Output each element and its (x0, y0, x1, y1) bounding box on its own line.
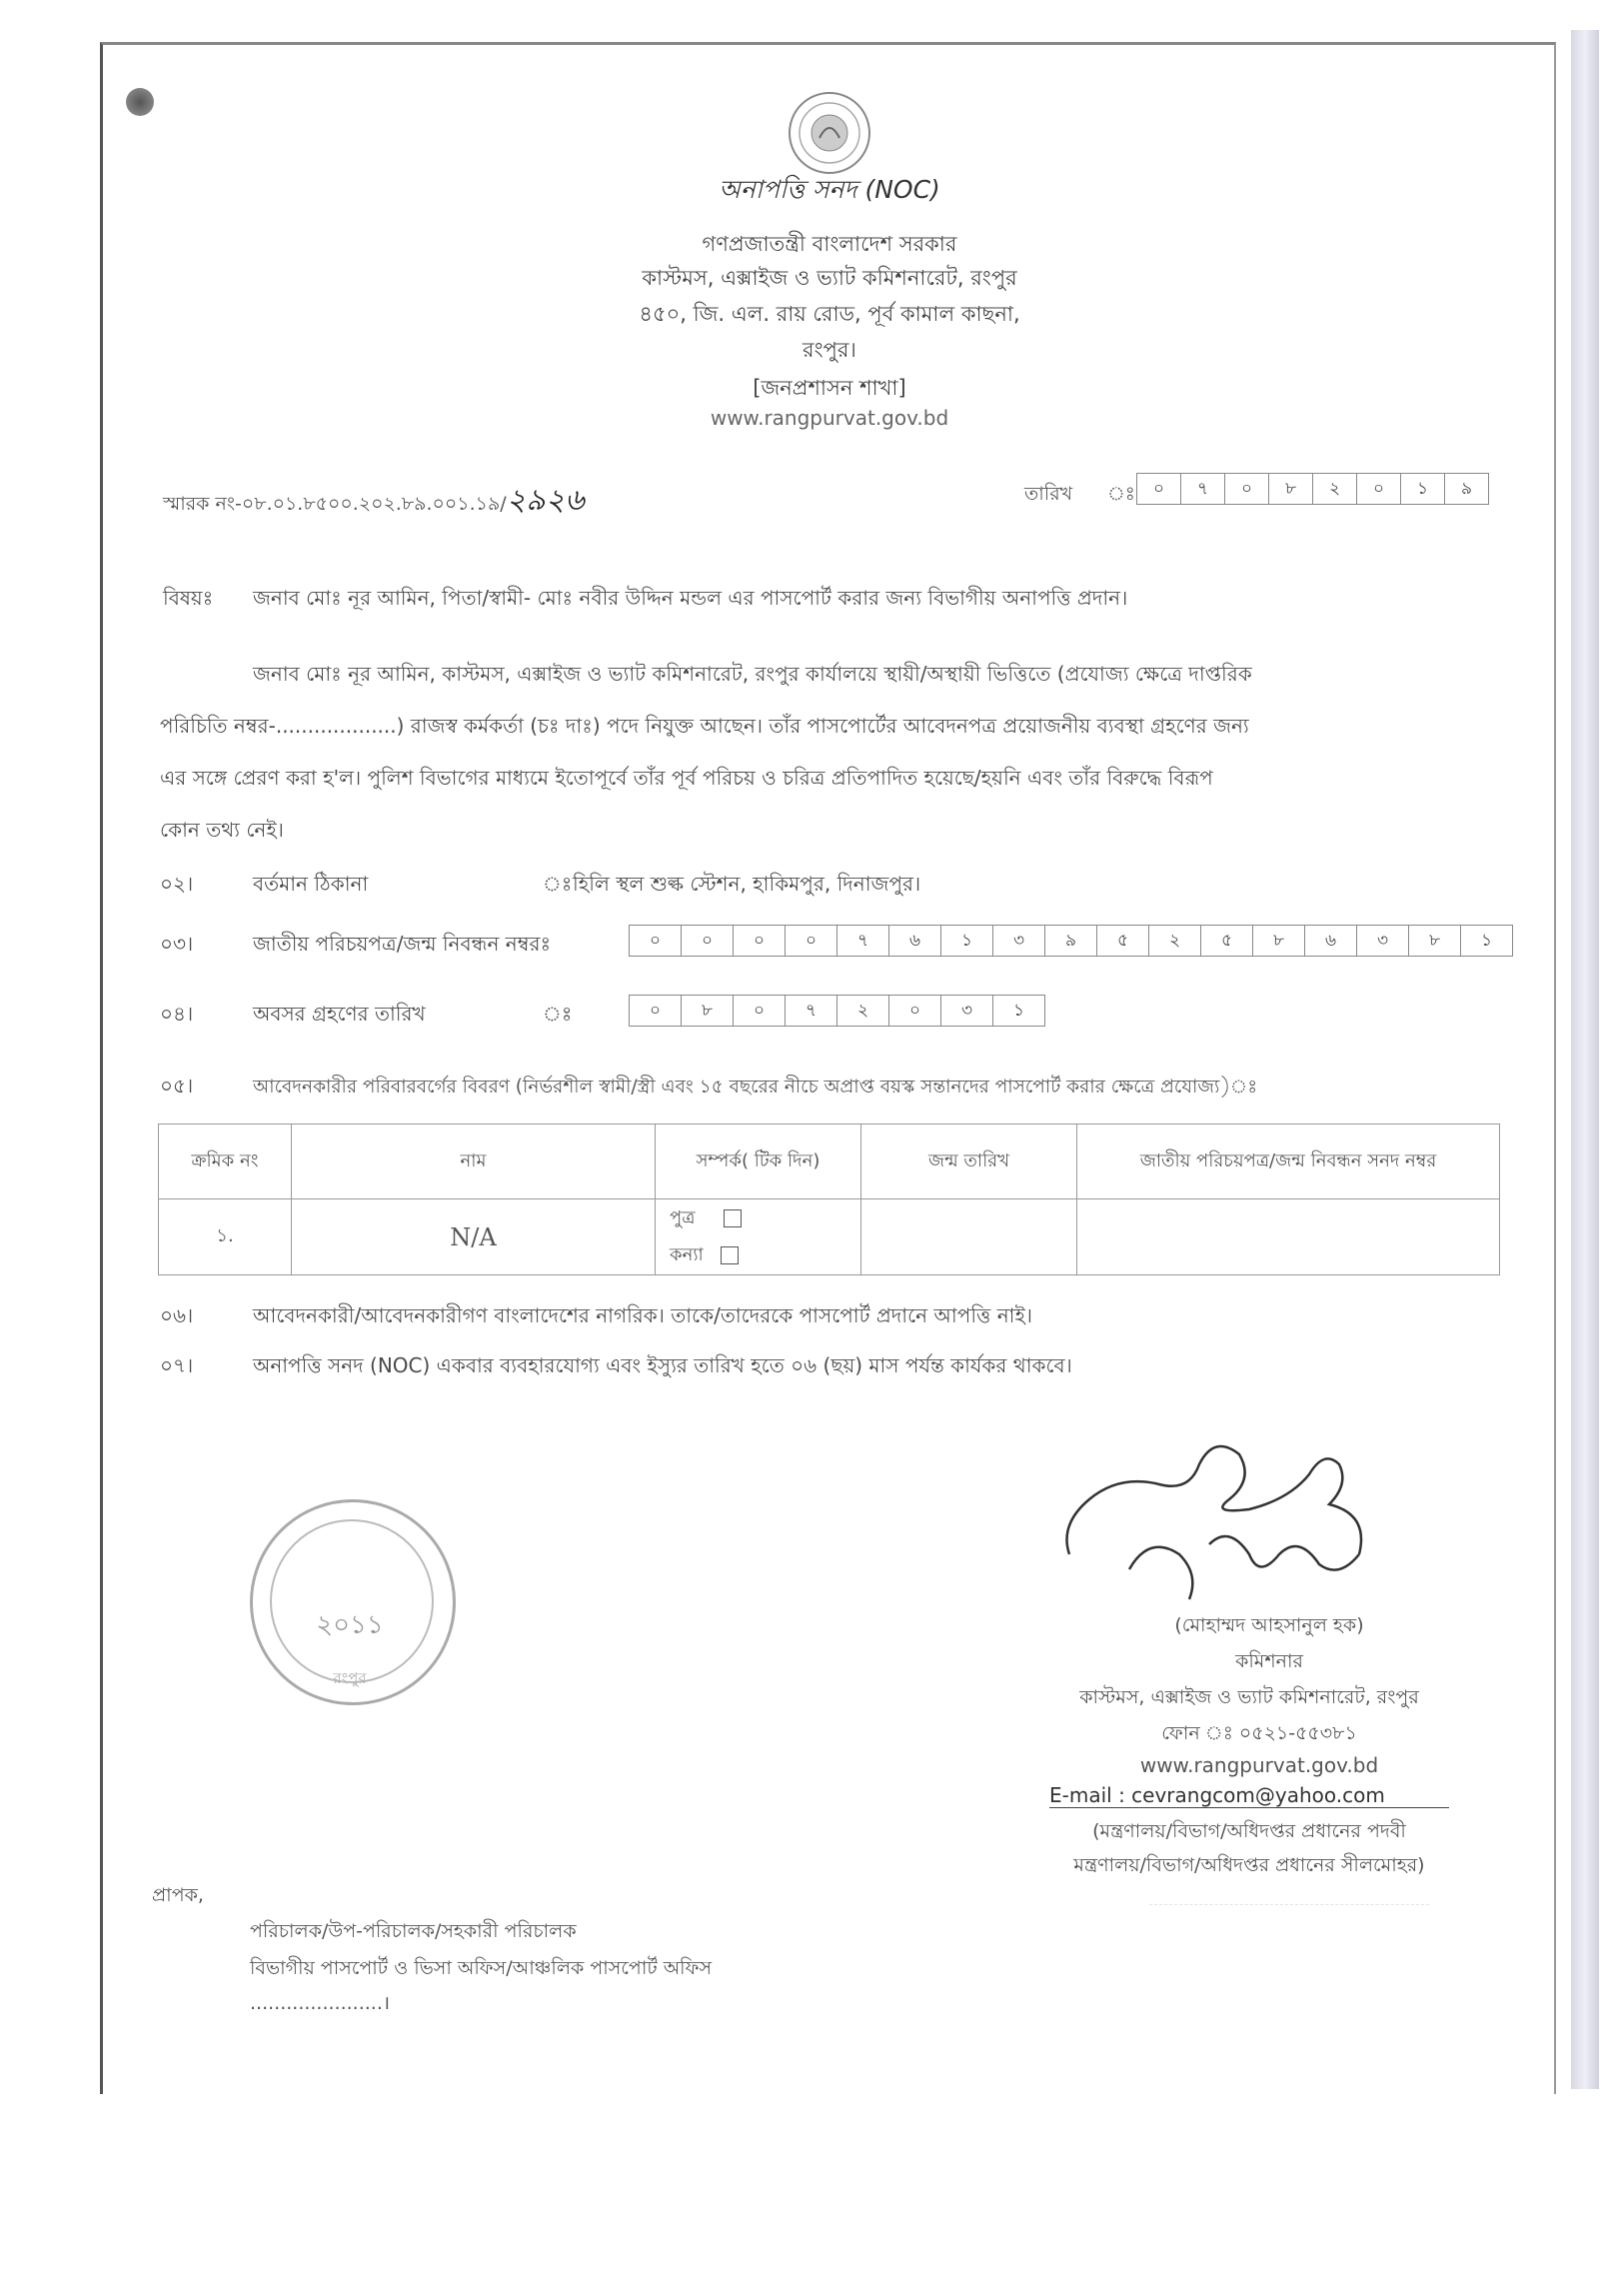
digit-box: ৩ (1356, 925, 1409, 957)
table-header-row (159, 1125, 1500, 1199)
header-website: www.rangpurvat.gov.bd (710, 406, 949, 430)
digit-box: ১ (1400, 473, 1445, 505)
digit-box: ৭ (836, 925, 889, 957)
signatory-title: কমিশনার (1235, 1650, 1303, 1672)
item-2-number: ০২। (160, 872, 194, 896)
subject-text: জনাব মোঃ নূর আমিন, পিতা/স্বামী- মোঃ নবীর উদ্দিন মন্ডল এর পাসপোর্ট করার জন্য বিভাগীয় অনাপত্তি প্রদান। (253, 586, 1128, 610)
col-relation: সম্পর্ক( টিক দিন) (656, 1125, 861, 1199)
col-nid: জাতীয় পরিচয়পত্র/জন্ম নিবন্ধন সনদ নম্বর (1077, 1125, 1500, 1199)
office-address-2: রংপুর। (803, 338, 856, 362)
digit-box: ১ (940, 925, 993, 957)
digit-box: ৭ (785, 995, 837, 1027)
recipient-line-1: পরিচালক/উপ-পরিচালক/সহকারী পরিচালক (250, 1920, 577, 1942)
digit-box: ০ (629, 995, 682, 1027)
digit-box: ০ (888, 995, 941, 1027)
digit-box: ৮ (1252, 925, 1305, 957)
item-4-separator: ঃ (543, 1002, 573, 1026)
gov-name: গণপ্রজাতন্ত্রী বাংলাদেশ সরকার (702, 232, 957, 256)
recipient-line-2: বিভাগীয় পাসপোর্ট ও ভিসা অফিস/আঞ্চলিক পাসপোর্ট অফিস (250, 1957, 713, 1979)
body-line-2: পরিচিতি নম্বর-...................) রাজস্ব কর্মকর্তা (চঃ দাঃ) পদে নিযুক্ত আছেন। তাঁর পাসপোর্টের আবেদনপত্র প্রয়োজনীয় ব্যবস্থা গ্রহণের জন্য (160, 714, 1249, 738)
government-logo (785, 88, 874, 178)
relation-daughter-label: কন্যা (670, 1243, 704, 1265)
signature-note-1: (মন্ত্রণালয়/বিভাগ/অধিদপ্তর প্রধানের পদবী (1092, 1820, 1406, 1842)
seal-city: রংপুর (333, 1669, 367, 1687)
item-4-number: ০৪। (160, 1002, 194, 1026)
digit-box: ৫ (1096, 925, 1149, 957)
digit-box: ০ (785, 925, 837, 957)
col-name: নাম (292, 1125, 656, 1199)
digit-box: ৫ (1200, 925, 1253, 957)
nid-boxes (630, 925, 1513, 957)
digit-box: ০ (1136, 473, 1181, 505)
office-address-1: ৪৫০, জি. এল. রায় রোড, পূর্ব কামাল কাছনা, (639, 302, 1020, 326)
branch-name: [জনপ্রশাসন শাখা] (753, 376, 906, 400)
faint-stamp-bleed (1149, 1904, 1429, 1995)
signatory-office: কাস্টমস, এক্সাইজ ও ভ্যাট কমিশনারেট, রংপুর (1079, 1686, 1419, 1708)
item-5-text: আবেদনকারীর পরিবারবর্গের বিবরণ (নির্ভরশীল স্বামী/স্ত্রী এবং ১৫ বছরের নীচে অপ্রাপ্ত বয়স্ক সন্তানদের পাসপোর্ট করার ক্ষেত্রে প্রযোজ্য)ঃ (253, 1077, 1258, 1098)
recipient-line-3: ......................। (250, 1992, 391, 2014)
punch-hole (126, 88, 154, 116)
date-separator: ঃ (1107, 483, 1135, 505)
body-line-1: জনাব মোঃ নূর আমিন, কাস্টমস, এক্সাইজ ও ভ্যাট কমিশনারেট, রংপুর কার্যালয়ে স্থায়ী/অস্থায়ী ভিত্তিতে (প্রযোজ্য ক্ষেত্রে দাপ্তরিক (253, 662, 1252, 686)
body-line-4: কোন তথ্য নেই। (160, 818, 284, 842)
son-checkbox[interactable] (724, 1209, 742, 1227)
memo-label: স্মারক নং-০৮.০১.৮৫০০.২০২.৮৯.০০১.১৯/ (163, 493, 507, 515)
digit-box: ২ (1312, 473, 1357, 505)
cell-name: N/A (292, 1199, 656, 1275)
current-address: হিলি স্থল শুল্ক স্টেশন, হাকিমপুর, দিনাজপুর। (573, 872, 921, 896)
item-6-text: আবেদনকারী/আবেদনকারীগণ বাংলাদেশের নাগরিক। তাকে/তাদেরকে পাসপোর্ট প্রদানে আপত্তি নাই। (253, 1303, 1033, 1327)
item-2-label: বর্তমান ঠিকানা (253, 872, 369, 896)
digit-box: ০ (733, 925, 786, 957)
cell-dob (861, 1199, 1077, 1275)
item-3-number: ০৩। (160, 932, 194, 956)
relation-son-label: পুত্র (670, 1206, 696, 1228)
daughter-checkbox[interactable] (721, 1246, 739, 1264)
memo-number (163, 476, 585, 527)
signatory-email: E-mail : cevrangcom@yahoo.com (1049, 1783, 1385, 1807)
digit-box: ২ (1148, 925, 1201, 957)
digit-box: ০ (1224, 473, 1269, 505)
digit-box: ২ (836, 995, 889, 1027)
table-row (159, 1199, 1500, 1275)
cell-serial: ১. (159, 1199, 292, 1275)
signature-note-2: মন্ত্রণালয়/বিভাগ/অধিদপ্তর প্রধানের সীলমোহর) (1073, 1854, 1425, 1876)
office-seal-inner (270, 1519, 434, 1683)
seal-year: ২০১১ (316, 1610, 384, 1640)
digit-box: ৮ (681, 995, 734, 1027)
digit-box: ৯ (1444, 473, 1489, 505)
cell-nid (1077, 1199, 1500, 1275)
item-7-number: ০৭। (160, 1353, 194, 1377)
recipient-label: প্রাপক, (152, 1884, 204, 1906)
item-6-number: ০৬। (160, 1303, 194, 1327)
item-2-separator: ঃ (543, 872, 573, 896)
item-3-label: জাতীয় পরিচয়পত্র/জন্ম নিবন্ধন নম্বরঃ (253, 932, 552, 956)
family-table (158, 1124, 1500, 1275)
digit-box: ০ (629, 925, 682, 957)
retirement-date-boxes (630, 995, 1045, 1027)
signatory-website: www.rangpurvat.gov.bd (1139, 1753, 1379, 1777)
scan-edge (1571, 30, 1599, 2089)
digit-box: ৭ (1180, 473, 1225, 505)
digit-box: ৩ (992, 925, 1045, 957)
memo-handwritten-number: ২৯২৬ (506, 483, 585, 518)
digit-box: ৬ (1304, 925, 1357, 957)
item-4-label: অবসর গ্রহণের তারিখ (253, 1002, 426, 1026)
document-title: অনাপত্তি সনদ (NOC) (719, 175, 940, 204)
digit-box: ০ (733, 995, 786, 1027)
signatory-phone: ফোন ঃ ০৫২১-৫৫৩৮১ (1161, 1722, 1357, 1744)
date-label: তারিখ (1024, 483, 1073, 505)
digit-box: ০ (681, 925, 734, 957)
digit-box: ৬ (888, 925, 941, 957)
digit-box: ১ (992, 995, 1045, 1027)
digit-box: ১ (1460, 925, 1513, 957)
digit-box: ৮ (1268, 473, 1313, 505)
subject-label: বিষয়ঃ (163, 586, 214, 610)
date-boxes (1137, 473, 1489, 505)
handwritten-signature (1049, 1404, 1379, 1614)
digit-box: ৯ (1044, 925, 1097, 957)
body-line-3: এর সঙ্গে প্রেরণ করা হ'ল। পুলিশ বিভাগের মাধ্যমে ইতোপূর্বে তাঁর পূর্ব পরিচয় ও চরিত্র প্রতিপাদিত হয়েছে/হয়নি এবং তাঁর বিরুদ্ধে বিরূপ (160, 766, 1213, 790)
digit-box: ৩ (940, 995, 993, 1027)
digit-box: ৮ (1408, 925, 1461, 957)
item-5-number: ০৫। (160, 1074, 194, 1098)
email-underline (1049, 1807, 1449, 1808)
cell-relation (656, 1199, 861, 1275)
col-serial: ক্রমিক নং (159, 1125, 292, 1199)
digit-box: ০ (1356, 473, 1401, 505)
office-name: কাস্টমস, এক্সাইজ ও ভ্যাট কমিশনারেট, রংপুর (642, 266, 1017, 290)
signatory-name: (মোহাম্মদ আহসানুল হক) (1174, 1614, 1364, 1636)
col-dob: জন্ম তারিখ (861, 1125, 1077, 1199)
item-7-text: অনাপত্তি সনদ (NOC) একবার ব্যবহারযোগ্য এবং ইস্যুর তারিখ হতে ০৬ (ছয়) মাস পর্যন্ত কার্যকর থাকবে। (253, 1353, 1072, 1377)
